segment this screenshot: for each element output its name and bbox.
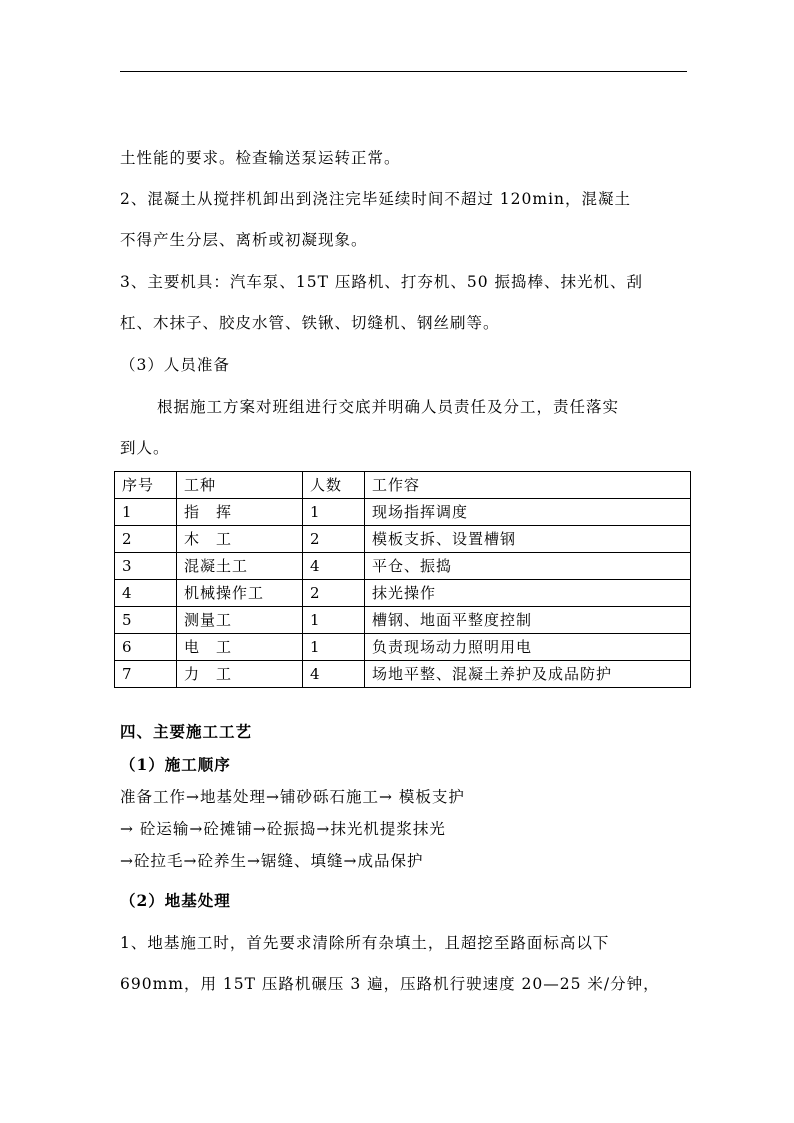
table-cell: 测量工 <box>177 607 303 634</box>
table-header-row <box>115 472 691 499</box>
paragraph-line: 3、主要机具：汽车泵、15T 压路机、打夯机、50 振捣棒、抹光机、刮 <box>120 273 644 291</box>
table-cell: 木 工 <box>177 526 303 553</box>
table-cell: 负责现场动力照明用电 <box>365 634 691 661</box>
paragraph-line: 土性能的要求。检查输送泵运转正常。 <box>120 149 401 167</box>
table-cell: 槽钢、地面平整度控制 <box>365 607 691 634</box>
sequence-line: →砼拉毛→砼养生→锯缝、填缝→成品保护 <box>120 852 424 870</box>
table-cell: 3 <box>115 553 177 580</box>
subsection-heading: （1）施工顺序 <box>120 755 231 774</box>
header-cell: 人数 <box>303 472 365 499</box>
table-cell: 1 <box>303 607 365 634</box>
paragraph-line: 根据施工方案对班组进行交底并明确人员责任及分工，责任落实 <box>157 398 620 416</box>
table-cell: 指 挥 <box>177 499 303 526</box>
table-row <box>115 607 691 634</box>
table-cell: 力 工 <box>177 661 303 688</box>
table-cell: 1 <box>115 499 177 526</box>
table-cell: 4 <box>303 553 365 580</box>
paragraph-line: 到人。 <box>120 439 170 457</box>
paragraph-line: 1、地基施工时，首先要求清除所有杂填土，且超挖至路面标高以下 <box>120 934 610 952</box>
section-heading: 四、主要施工工艺 <box>120 722 253 741</box>
table-cell: 抹光操作 <box>365 580 691 607</box>
table-cell: 平仓、振捣 <box>365 553 691 580</box>
table-cell: 7 <box>115 661 177 688</box>
table-cell: 6 <box>115 634 177 661</box>
table-row <box>115 526 691 553</box>
header-cell: 工作容 <box>365 472 691 499</box>
table-row <box>115 634 691 661</box>
table-cell: 1 <box>303 499 365 526</box>
table-cell: 5 <box>115 607 177 634</box>
table-cell: 1 <box>303 634 365 661</box>
table-cell: 机械操作工 <box>177 580 303 607</box>
table-row <box>115 580 691 607</box>
section-heading-staff: （3）人员准备 <box>120 356 230 374</box>
table-cell: 混凝土工 <box>177 553 303 580</box>
sequence-line: 准备工作→地基处理→铺砂砾石施工→ 模板支护 <box>120 788 465 806</box>
table-cell: 4 <box>115 580 177 607</box>
table-row <box>115 553 691 580</box>
header-cell: 序号 <box>115 472 177 499</box>
staff-table <box>114 471 691 688</box>
table-cell: 2 <box>115 526 177 553</box>
paragraph-line: 杠、木抹子、胶皮水管、铁锹、切缝机、钢丝刷等。 <box>120 314 500 332</box>
sequence-line: → 砼运输→砼摊铺→砼振捣→抹光机提浆抹光 <box>120 820 446 838</box>
paragraph-line: 不得产生分层、离析或初凝现象。 <box>120 231 368 249</box>
table-cell: 电 工 <box>177 634 303 661</box>
table-cell: 模板支拆、设置槽钢 <box>365 526 691 553</box>
header-cell: 工种 <box>177 472 303 499</box>
subsection-heading: （2）地基处理 <box>120 891 231 910</box>
table-row <box>115 661 691 688</box>
table-cell: 2 <box>303 580 365 607</box>
header-rule <box>120 71 687 72</box>
table-cell: 4 <box>303 661 365 688</box>
paragraph-line: 690mm，用 15T 压路机碾压 3 遍，压路机行驶速度 20—25 米/分钟， <box>120 975 660 993</box>
table-cell: 场地平整、混凝土养护及成品防护 <box>365 661 691 688</box>
table-row <box>115 499 691 526</box>
paragraph-line: 2、混凝土从搅拌机卸出到浇注完毕延续时间不超过 120min，混凝土 <box>120 190 632 208</box>
table-cell: 2 <box>303 526 365 553</box>
table-cell: 现场指挥调度 <box>365 499 691 526</box>
